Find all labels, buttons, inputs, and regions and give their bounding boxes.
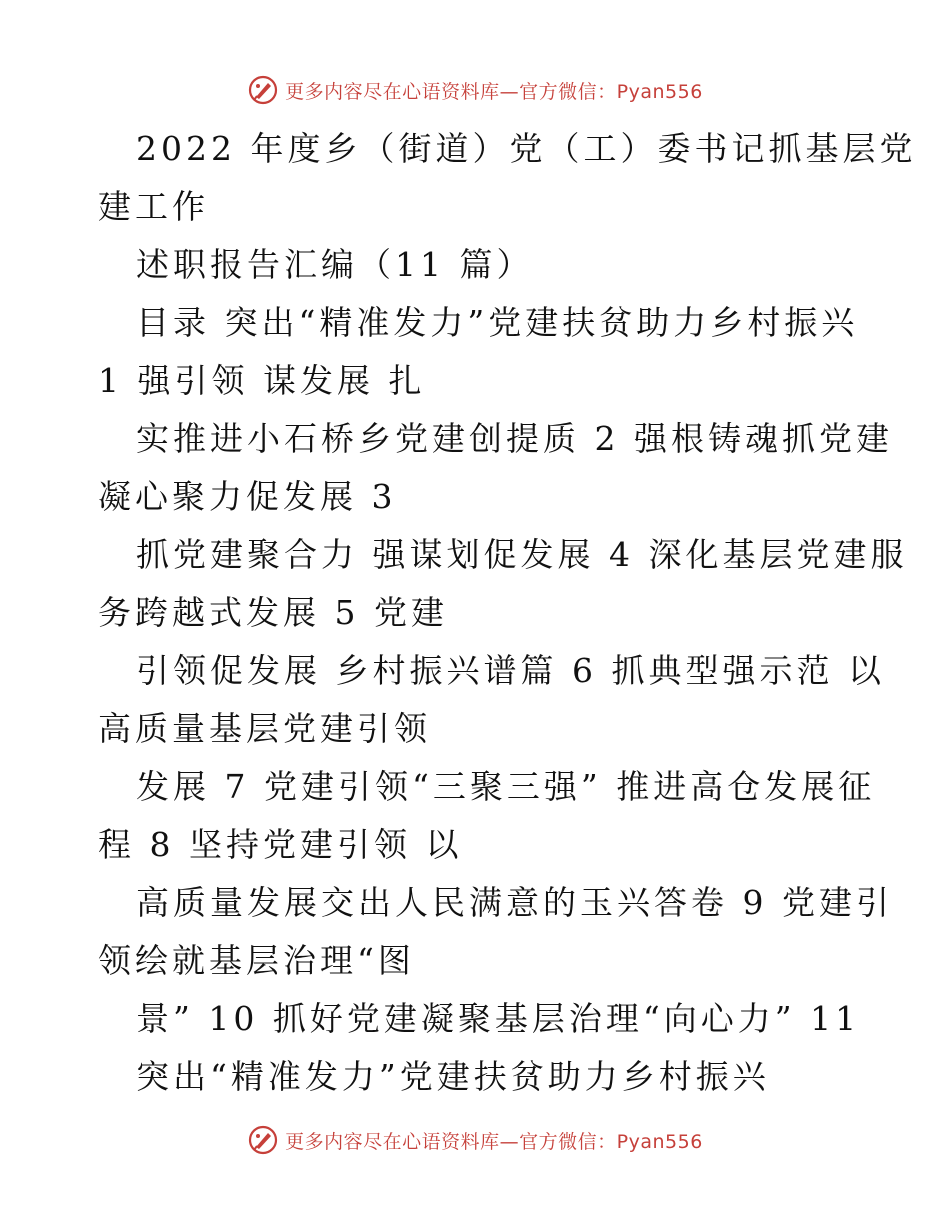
text-line: 目录 突出“精准发力”党建扶贫助力乡村振兴: [136, 303, 859, 342]
text-line: 凝心聚力促发展 3: [98, 477, 397, 516]
text-line: 领绘就基层治理“图: [98, 941, 415, 980]
text-line: 突出“精准发力”党建扶贫助力乡村振兴: [136, 1057, 770, 1096]
text-line: 务跨越式发展 5 党建: [98, 593, 448, 632]
footer-watermark-banner: [0, 1122, 950, 1158]
text-line: 建工作: [98, 187, 209, 226]
text-line: 述职报告汇编（11 篇）: [136, 245, 534, 284]
watermark-text: 更多内容尽在心语资料库—官方微信：Pyan556: [285, 1130, 703, 1153]
text-line: 抓党建聚合力 强谋划促发展 4 深化基层党建服: [136, 535, 908, 574]
watermark-text: 更多内容尽在心语资料库—官方微信：Pyan556: [285, 80, 703, 103]
quill-pen-circle-icon: [247, 74, 279, 106]
document-body: [98, 120, 917, 1106]
text-line: 景” 10 抓好党建凝聚基层治理“向心力” 11: [136, 999, 861, 1038]
text-line: 高质量发展交出人民满意的玉兴答卷 9 党建引: [136, 883, 893, 922]
text-line: 程 8 坚持党建引领 以: [98, 825, 463, 864]
text-line: 1 强引领 谋发展 扎: [98, 361, 426, 400]
text-line: 2022 年度乡（街道）党（工）委书记抓基层党: [136, 129, 917, 168]
quill-pen-circle-icon: [247, 1124, 279, 1156]
text-line: 引领促发展 乡村振兴谱篇 6 抓典型强示范 以: [136, 651, 885, 690]
text-line: 高质量基层党建引领: [98, 709, 431, 748]
text-line: 实推进小石桥乡党建创提质 2 强根铸魂抓党建: [136, 419, 893, 458]
text-line: 发展 7 党建引领“三聚三强” 推进高仓发展征: [136, 767, 876, 806]
header-watermark-banner: [0, 72, 950, 108]
